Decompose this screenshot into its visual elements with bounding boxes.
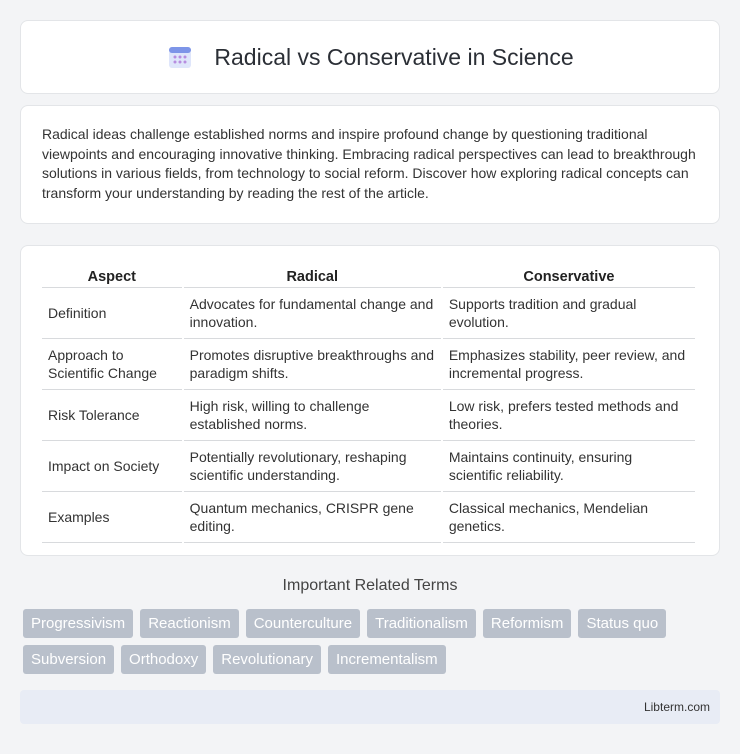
table-cell: Impact on Society bbox=[42, 441, 182, 492]
table-cell: Potentially revolutionary, reshaping scientific understanding. bbox=[184, 441, 441, 492]
related-term-tag[interactable]: Progressivism bbox=[23, 609, 133, 638]
table-cell: Maintains continuity, ensuring scientific reliability. bbox=[443, 441, 695, 492]
column-header: Radical bbox=[184, 265, 441, 288]
intro-card bbox=[20, 105, 720, 224]
table-cell: High risk, willing to challenge established norms. bbox=[184, 390, 441, 441]
page-title: Radical vs Conservative in Science bbox=[214, 43, 574, 70]
related-term-tag[interactable]: Reactionism bbox=[140, 609, 239, 638]
table-cell: Approach to Scientific Change bbox=[42, 339, 182, 390]
table-row bbox=[42, 441, 695, 492]
table-cell: Supports tradition and gradual evolution. bbox=[443, 288, 695, 339]
table-header-row bbox=[42, 265, 695, 288]
related-term-tag[interactable]: Incrementalism bbox=[328, 645, 446, 674]
table-row bbox=[42, 288, 695, 339]
table-cell: Promotes disruptive breakthroughs and paradigm shifts. bbox=[184, 339, 441, 390]
table-cell: Risk Tolerance bbox=[42, 390, 182, 441]
related-term-tag[interactable]: Status quo bbox=[578, 609, 666, 638]
table-cell: Quantum mechanics, CRISPR gene editing. bbox=[184, 492, 441, 543]
table-row bbox=[42, 492, 695, 543]
related-terms-title: Important Related Terms bbox=[282, 577, 458, 594]
intro-text: Radical ideas challenge established norms and inspire profound change by questioning traditional viewpoints and encouraging innovative thinking. Embracing radical perspectives can lead to breakthrough solutions in various fields, from technology to social reform. Discover how exploring radical concepts can transform your understanding by reading the rest of the article. bbox=[42, 126, 696, 201]
table-row bbox=[42, 390, 695, 441]
comparison-table bbox=[40, 265, 697, 543]
table-cell: Advocates for fundamental change and innovation. bbox=[184, 288, 441, 339]
column-header: Conservative bbox=[443, 265, 695, 288]
calendar-icon bbox=[166, 43, 194, 71]
table-cell: Classical mechanics, Mendelian genetics. bbox=[443, 492, 695, 543]
table-cell: Examples bbox=[42, 492, 182, 543]
table-cell: Emphasizes stability, peer review, and incremental progress. bbox=[443, 339, 695, 390]
related-term-tag[interactable]: Subversion bbox=[23, 645, 114, 674]
table-row bbox=[42, 339, 695, 390]
table-cell: Low risk, prefers tested methods and theories. bbox=[443, 390, 695, 441]
footer bbox=[20, 690, 720, 724]
related-term-tag[interactable]: Reformism bbox=[483, 609, 572, 638]
related-term-tag[interactable]: Counterculture bbox=[246, 609, 360, 638]
related-term-tag[interactable]: Traditionalism bbox=[367, 609, 476, 638]
related-terms-list bbox=[23, 609, 723, 674]
table-cell: Definition bbox=[42, 288, 182, 339]
comparison-card bbox=[20, 245, 720, 556]
column-header: Aspect bbox=[42, 265, 182, 288]
title-card bbox=[20, 20, 720, 94]
related-term-tag[interactable]: Orthodoxy bbox=[121, 645, 206, 674]
related-term-tag[interactable]: Revolutionary bbox=[213, 645, 321, 674]
site-name[interactable]: Libterm.com bbox=[643, 700, 710, 714]
